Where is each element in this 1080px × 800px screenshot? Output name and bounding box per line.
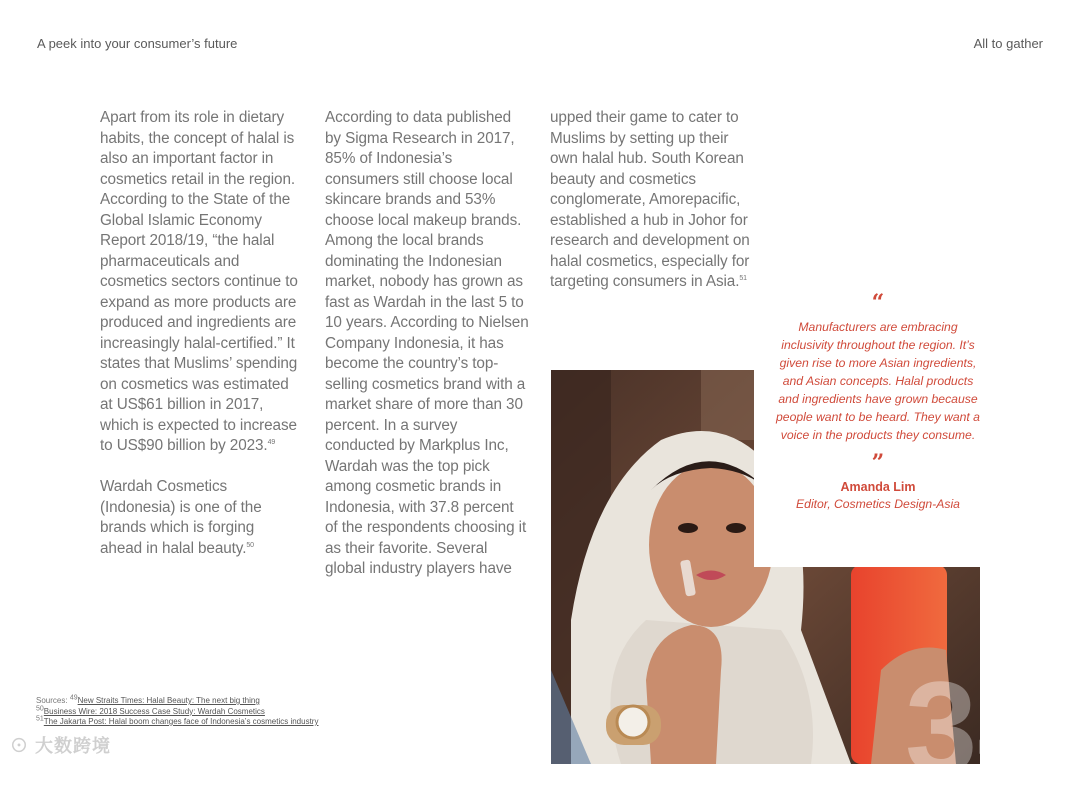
logo-icon: ⊙: [10, 736, 29, 756]
paragraph: Apart from its role in dietary habits, the concept of halal is also an important factor in cosmetics retail in the region. According to the State of the Global Islamic Economy Report 2018/19, “the halal pharmaceuticals and cosmetics sectors continue to expand as more products are produced and ingredients are increasingly halal-certified.” It states that Muslims’ spending on cosmetics was estimated at US$61 billion in 2017, which is expected to increase to US$90 billion by 2023.49: [100, 109, 298, 454]
quote-text: Manufacturers are embracing inclusivity throughout the region. It’s given rise to more Asian ingredients, and Asian concepts. Halal products and ingredients have grown because people want to be heard. They want a voice in the products they consume.: [776, 320, 980, 442]
open-quote-icon: “: [871, 290, 885, 316]
footnote-ref[interactable]: 51: [739, 274, 747, 282]
text-column-3: [550, 108, 758, 313]
paragraph: According to data published by Sigma Research in 2017, 85% of Indonesia’s consumers still choose local skincare brands and 53% choose local makeup brands. Among the local brands dominating the Indonesian market, nobody has grown as fast as Wardah in the last 5 to 10 years. According to Nielsen Company Indonesia, it has become the country’s top-selling cosmetics brand with a market share of more than 30 percent. In a survey conducted by Markplus Inc, Wardah was the top pick among cosmetic brands in Indonesia, with 37.8 percent of the respondents choosing it as their favorite. Several global industry players have: [325, 109, 529, 577]
quote-author: Amanda Lim: [840, 480, 916, 494]
close-quote-icon: ”: [871, 450, 885, 476]
paragraph: Wardah Cosmetics (Indonesia) is one of the brands which is forging ahead in halal beauty.$^{50}$: [100, 478, 262, 557]
paragraph: upped their game to cater to Muslims by setting up their own halal hub. South Korean beauty and cosmetics conglomerate, Amorepacific, established a hub in Johor for research and development on halal cosmetics, especially for targeting consumers in Asia.$^{51}$: [550, 109, 750, 290]
watermark-logo: ⊙ 大数跨境: [10, 736, 112, 756]
sources-footnotes: Sources: $^{49}$New Straits Times: Halal Beauty: The next big thing $^{50}$Business Wire: 2018 Success Case Study: Wardah Cosmetics $^{51}$The Jakarta Post: Halal boom changes face of Indonesia’s cosmetics industry: [36, 694, 319, 726]
text-column-1: [100, 108, 300, 580]
header-section-title: All to gather: [973, 36, 1043, 51]
header-title: A peek into your consumer’s future: [37, 36, 238, 51]
source-link[interactable]: New Straits Times: Halal Beauty: The next big thing: [77, 696, 260, 705]
quote-author-role: Editor, Cosmetics Design-Asia: [796, 497, 960, 511]
footnote-ref[interactable]: 50: [246, 541, 254, 549]
source-link[interactable]: The Jakarta Post: Halal boom changes face of Indonesia’s cosmetics industry: [43, 717, 319, 726]
source-link[interactable]: Business Wire: 2018 Success Case Study: Wardah Cosmetics: [43, 706, 265, 716]
text-column-2: [325, 108, 529, 600]
page-number: 34: [905, 654, 1050, 800]
pull-quote: [754, 292, 1002, 567]
sources-label: Sources:: [36, 696, 68, 705]
footnote-ref[interactable]: 49: [267, 438, 276, 446]
